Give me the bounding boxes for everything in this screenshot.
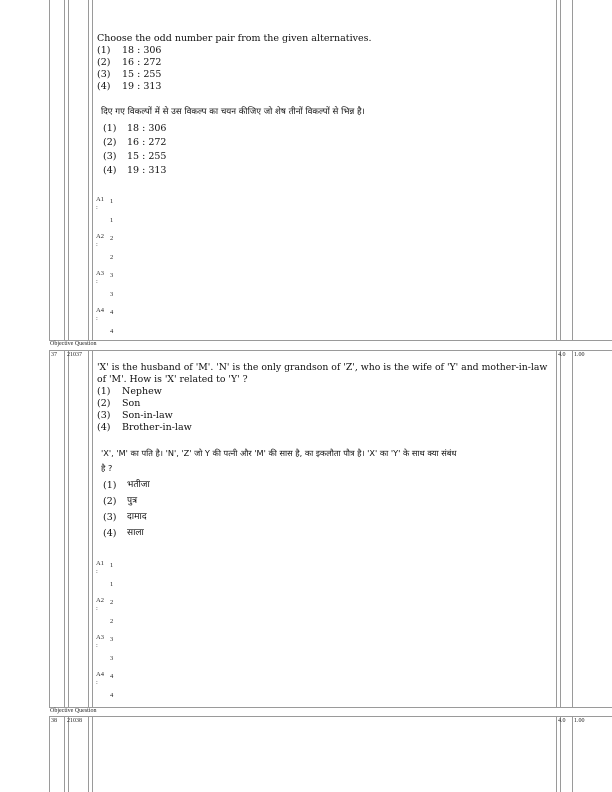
q36-answer-1-label: A1 bbox=[96, 196, 104, 203]
q37-hi-opt-3: दामाद bbox=[127, 512, 147, 522]
q37-en-stem-line1: 'X' is the husband of 'M'. 'N' is the only grandson of 'Z', who is the wife of 'Y' and mother-in-law bbox=[97, 362, 548, 373]
q36-en-opt-4-num: (4) bbox=[97, 81, 111, 92]
q37-answer-2-colon: : bbox=[96, 605, 98, 612]
q36-en-opt-3-num: (3) bbox=[97, 69, 111, 80]
q37-hi-stem-line1: 'X', 'M' का पति है। 'N', 'Z' जो Y की पत्नी और 'M' की सास है, का इकलौता पौत्र है। 'X' का 'Y' के साथ क्या संबंध bbox=[101, 448, 457, 458]
q36-answer-4-text: 4 bbox=[110, 328, 114, 335]
q36-en-opt-2-num: (2) bbox=[97, 57, 111, 68]
q36-answer-2-label: A2 bbox=[96, 233, 104, 240]
q37-hi-opt-3-num: (3) bbox=[103, 512, 117, 523]
q37-answer-4-colon: : bbox=[96, 679, 98, 686]
q36-answer-2-value: 2 bbox=[110, 235, 114, 242]
q36-answer-4-value: 4 bbox=[110, 309, 114, 316]
q36-hi-opt-3: 15 : 255 bbox=[127, 151, 167, 162]
q36-answer-4-label: A4 bbox=[96, 307, 104, 314]
q36-hi-opt-2-num: (2) bbox=[103, 137, 117, 148]
q38-negative-marks: 1.00 bbox=[574, 718, 585, 724]
q36-answer-4-colon: : bbox=[96, 315, 98, 322]
q36-answer-3-text: 3 bbox=[110, 291, 114, 298]
q36-en-opt-4: 19 : 313 bbox=[122, 81, 162, 92]
q37-answer-2-value: 2 bbox=[110, 599, 114, 606]
q38-marks: 4.0 bbox=[558, 718, 566, 724]
q37-answer-3-text: 3 bbox=[110, 655, 114, 662]
q37-hi-stem-line2: है ? bbox=[101, 463, 113, 473]
q36-en-opt-1: 18 : 306 bbox=[122, 45, 162, 56]
q37-en-opt-4: Brother-in-law bbox=[122, 422, 192, 433]
q37-hi-opt-2: पुत्र bbox=[127, 496, 138, 506]
q37-hi-opt-1: भतीजा bbox=[127, 480, 150, 490]
q37-answer-4-value: 4 bbox=[110, 673, 114, 680]
q37-hi-opt-4-num: (4) bbox=[103, 528, 117, 539]
q36-hi-opt-1: 18 : 306 bbox=[127, 123, 167, 134]
q36-hi-opt-2: 16 : 272 bbox=[127, 137, 167, 148]
q37-en-opt-3-num: (3) bbox=[97, 410, 111, 421]
q36-hi-opt-1-num: (1) bbox=[103, 123, 117, 134]
q37-id: 21037 bbox=[67, 352, 82, 358]
q37-hi-opt-4: साला bbox=[127, 528, 144, 538]
q37-answer-3-label: A3 bbox=[96, 634, 104, 641]
q37-answer-4-text: 4 bbox=[110, 692, 114, 699]
q37-en-opt-2-num: (2) bbox=[97, 398, 111, 409]
q36-en-stem: Choose the odd number pair from the given alternatives. bbox=[97, 33, 372, 44]
q37-marks: 4.0 bbox=[558, 352, 566, 358]
q37-hi-opt-2-num: (2) bbox=[103, 496, 117, 507]
q36-answer-1-text: 1 bbox=[110, 217, 114, 224]
q37-answer-1-value: 1 bbox=[110, 562, 114, 569]
q36-hi-opt-4: 19 : 313 bbox=[127, 165, 167, 176]
q37-en-opt-4-num: (4) bbox=[97, 422, 111, 433]
q37-number: 37 bbox=[51, 352, 57, 358]
section-label: Objective Question bbox=[50, 341, 97, 347]
q37-answer-1-colon: : bbox=[96, 568, 98, 575]
q38-number: 38 bbox=[51, 718, 57, 724]
q36-hi-opt-4-num: (4) bbox=[103, 165, 117, 176]
q36-answer-3-colon: : bbox=[96, 278, 98, 285]
q37-en-opt-2: Son bbox=[122, 398, 141, 409]
q37-negative-marks: 1.00 bbox=[574, 352, 585, 358]
q37-en-stem-line2: of 'M'. How is 'X' related to 'Y' ? bbox=[97, 374, 248, 385]
q37-en-opt-3: Son-in-law bbox=[122, 410, 173, 421]
q37-answer-3-colon: : bbox=[96, 642, 98, 649]
q38-id: 21038 bbox=[67, 718, 82, 724]
q36-hi-opt-3-num: (3) bbox=[103, 151, 117, 162]
q37-answer-2-text: 2 bbox=[110, 618, 114, 625]
q36-answer-3-label: A3 bbox=[96, 270, 104, 277]
q36-en-opt-2: 16 : 272 bbox=[122, 57, 162, 68]
q37-answer-1-label: A1 bbox=[96, 560, 104, 567]
q37-hi-opt-1-num: (1) bbox=[103, 480, 117, 491]
q36-answer-3-value: 3 bbox=[110, 272, 114, 279]
q36-answer-2-text: 2 bbox=[110, 254, 114, 261]
q37-answer-2-label: A2 bbox=[96, 597, 104, 604]
q36-answer-1-colon: : bbox=[96, 204, 98, 211]
q36-answer-2-colon: : bbox=[96, 241, 98, 248]
q37-en-opt-1: Nephew bbox=[122, 386, 162, 397]
q37-answer-1-text: 1 bbox=[110, 581, 114, 588]
q36-en-opt-3: 15 : 255 bbox=[122, 69, 162, 80]
q36-hi-stem: दिए गए विकल्पों में से उस विकल्प का चयन कीजिए जो शेष तीनों विकल्पों से भिन्न है। bbox=[101, 107, 365, 117]
section-label: Objective Question bbox=[50, 708, 97, 714]
q37-answer-4-label: A4 bbox=[96, 671, 104, 678]
q37-answer-3-value: 3 bbox=[110, 636, 114, 643]
q37-en-opt-1-num: (1) bbox=[97, 386, 111, 397]
q36-en-opt-1-num: (1) bbox=[97, 45, 111, 56]
q36-answer-1-value: 1 bbox=[110, 198, 114, 205]
